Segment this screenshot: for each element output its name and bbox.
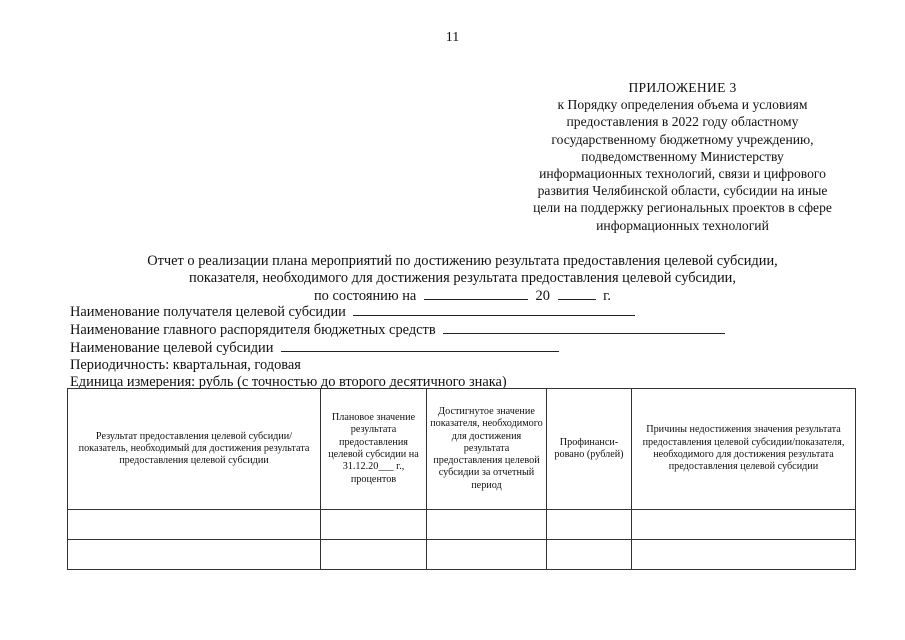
table-cell [632,540,856,570]
as-of-label: по состоянию на [313,288,417,304]
report-table [67,388,856,570]
report-title-line: Отчет о реализации плана мероприятий по достижению результата предоставления целевой субсидии, [147,253,778,269]
header-planned-value: Плановое значение результата предоставления целевой субсидии на 31.12.20___ г., процентов [321,389,427,510]
table-row [68,510,856,540]
table-cell [427,540,547,570]
table-cell [427,510,547,540]
appendix-block [505,79,860,234]
field-recipient [70,303,860,321]
appendix-line: цели на поддержку региональных проектов в сфере [533,200,832,216]
table-cell [547,510,632,540]
header-reasons: Причины недостижения значения результата предоставления целевой субсидии/показателя, необходимого для достижения результата предоставления целевой субсидии [632,389,856,510]
appendix-line: развития Челябинской области, субсидии на иные [537,183,828,199]
header-achieved-value: Достигнутое значение показателя, необходимого для достижения результата предоставления целевой субсидии за отчетный период [427,389,547,510]
table-cell [632,510,856,540]
header-financed: Профинанси-рованo (рублей) [547,389,632,510]
table-cell [68,540,321,570]
table-cell [321,510,427,540]
appendix-line: подведомственному Министерству [581,148,784,164]
table-header-row [68,389,856,510]
header-result: Результат предоставления целевой субсидии/ показатель, необходимый для достижения результата предоставления целевой субсидии [68,389,321,510]
appendix-line: к Порядку определения объема и условиям [557,97,808,113]
appendix-line: предоставления в 2022 году областному [566,114,799,130]
year-suffix: г. [603,288,612,304]
chief-manager-blank [443,321,725,334]
table-cell [321,540,427,570]
year-prefix: 20 [535,288,550,304]
field-chief-manager [70,321,860,339]
appendix-line: государственному бюджетному учреждению, [551,131,814,147]
page-number: 11 [445,30,460,45]
field-label: Наименование целевой субсидии [70,340,274,356]
appendix-title: ПРИЛОЖЕНИЕ 3 [628,80,737,95]
field-periodicity: Периодичность: квартальная, годовая [70,357,301,373]
table-cell [68,510,321,540]
field-label: Наименование главного распорядителя бюджетных средств [70,322,436,338]
subsidy-name-blank [281,339,559,352]
recipient-blank [353,303,635,316]
report-fields [70,303,860,391]
appendix-line: информационных технологий [596,217,769,233]
date-blank [424,287,528,300]
report-title [70,253,855,305]
table-row [68,540,856,570]
field-label: Наименование получателя целевой субсидии [70,304,346,320]
table-cell [547,540,632,570]
field-subsidy-name [70,339,860,357]
appendix-line: информационных технологий, связи и цифрового [539,166,826,182]
field-unit: Единица измерения: рубль (с точностью до второго десятичного знака) [70,374,507,390]
report-title-line: показателя, необходимого для достижения результата предоставления целевой субсидии, [189,270,736,286]
year-blank [558,287,596,300]
